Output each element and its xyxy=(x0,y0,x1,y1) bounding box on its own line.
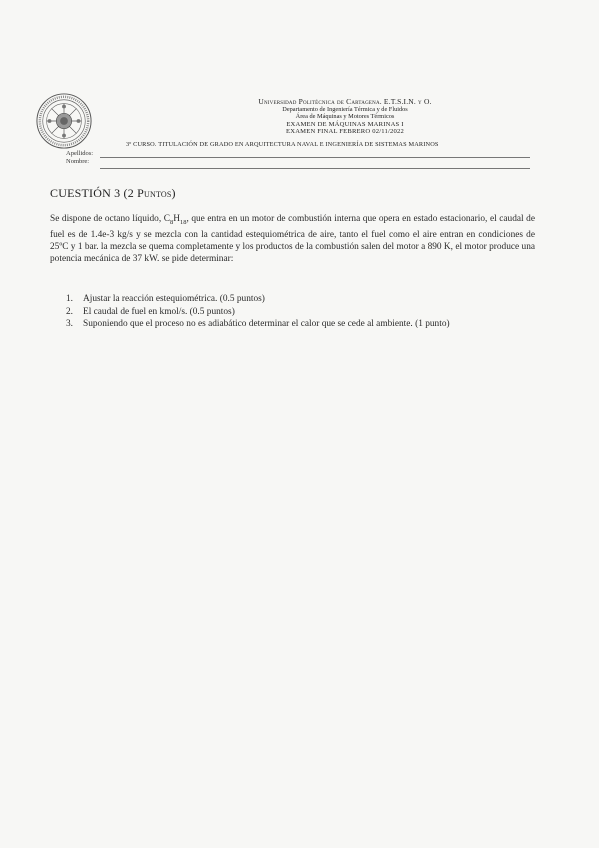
seal-emblem xyxy=(35,92,93,150)
course-line: 3º CURSO. TITULACIÓN DE GRADO EN ARQUITECTURA NAVAL E INGENIERÍA DE SISTEMAS MARINOS xyxy=(126,141,439,148)
question-title xyxy=(50,186,176,201)
task-text: Ajustar la reacción estequiométrica. (0.5 puntos) xyxy=(83,294,265,304)
formula-h: H xyxy=(173,214,180,224)
apellidos-label: Apellidos: xyxy=(66,150,94,157)
question-statement xyxy=(50,213,535,266)
university-seal xyxy=(35,92,93,150)
nombre-label: Nombre: xyxy=(66,158,90,165)
question-number: CUESTIÓN 3 xyxy=(50,186,124,200)
statement-part1: Se dispone de octano líquido, C xyxy=(50,214,170,224)
task-text: El caudal de fuel en kmol/s. (0.5 puntos) xyxy=(83,306,235,317)
university-name: Universidad Politécnica de Cartagena. E.T.S.I.N. y O. xyxy=(258,97,432,106)
task-text: Suponiendo que el proceso no es adiabático determinar el calor que se cede al ambiente. (1 punto) xyxy=(83,319,450,330)
header-rule-top xyxy=(100,157,530,158)
department-name: Departamento de Ingeniería Térmica y de Fluidos xyxy=(282,105,408,113)
task-list xyxy=(66,293,536,331)
list-item xyxy=(66,318,536,331)
student-labels xyxy=(66,150,93,166)
list-item xyxy=(66,306,536,319)
exam-header xyxy=(200,98,490,136)
question-points: (2 Puntos) xyxy=(123,186,176,200)
statement-part2: , que entra en un motor de combustión interna que opera en estado estacionario, el caudal de fuel es de 1.4e-3 kg/s y se mezcla con la cantidad estequiométrica de aire, tanto el fuel como el aire entran en condiciones de 25ºC y 1 bar. la mezcla se quema completamente y los productos de la combustión salen del motor a 890 K, el motor produce una potencia mecánica de 37 kW. se pide determinar: xyxy=(50,214,536,265)
formula-c-subscript: 8 xyxy=(169,218,174,226)
task-number: 1. xyxy=(66,294,74,304)
task-number: 2. xyxy=(66,306,74,317)
list-item xyxy=(66,293,536,306)
exam-title: EXAMEN DE MÁQUINAS MARINAS I xyxy=(286,120,404,128)
header-rule-bottom xyxy=(100,168,530,169)
exam-date: EXAMEN FINAL FEBRERO 02/11/2022 xyxy=(286,128,404,135)
task-number: 3. xyxy=(66,319,74,330)
area-name: Área de Máquinas y Motores Térmicos xyxy=(295,113,395,120)
formula-h-subscript: 18 xyxy=(179,218,187,226)
